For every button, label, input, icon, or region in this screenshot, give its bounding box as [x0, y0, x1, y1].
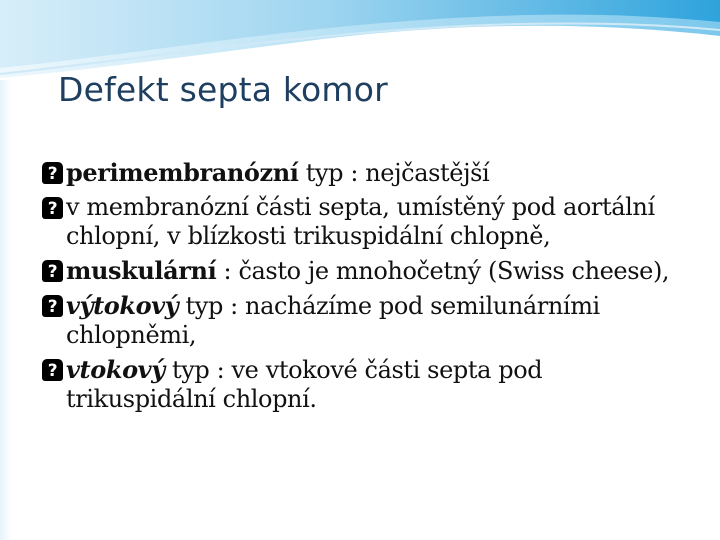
slide-title: Defekt septa komor — [58, 70, 388, 109]
item-term: perimembranózní — [66, 158, 299, 187]
item-text: v membranózní části septa, umístěný pod aortální chlopní, v blízkosti trikuspidální chlopně, — [66, 193, 655, 250]
item-text: typ : nejčastější — [298, 159, 490, 187]
bullet-list — [42, 158, 682, 419]
item-term: výtokový — [66, 291, 179, 320]
list-item — [42, 291, 682, 350]
list-item — [42, 193, 682, 251]
replacement-character-icon — [42, 197, 63, 219]
left-edge-decoration — [0, 0, 12, 540]
replacement-character-icon — [42, 260, 63, 282]
item-term: muskulární — [66, 256, 217, 285]
item-text: : často je mnohočetný (Swiss cheese), — [216, 257, 670, 285]
replacement-character-icon — [42, 162, 63, 184]
replacement-character-icon — [42, 359, 63, 381]
item-text: typ : ve vtokové části septa pod trikuspidální chlopní. — [66, 356, 543, 413]
list-item — [42, 256, 682, 286]
item-text: typ : nacházíme pod semilunárními chlopněmi, — [66, 292, 600, 349]
item-term: vtokový — [66, 355, 165, 384]
header-wave-decoration — [0, 0, 720, 80]
list-item — [42, 355, 682, 414]
replacement-character-icon — [42, 295, 63, 317]
list-item — [42, 158, 682, 188]
